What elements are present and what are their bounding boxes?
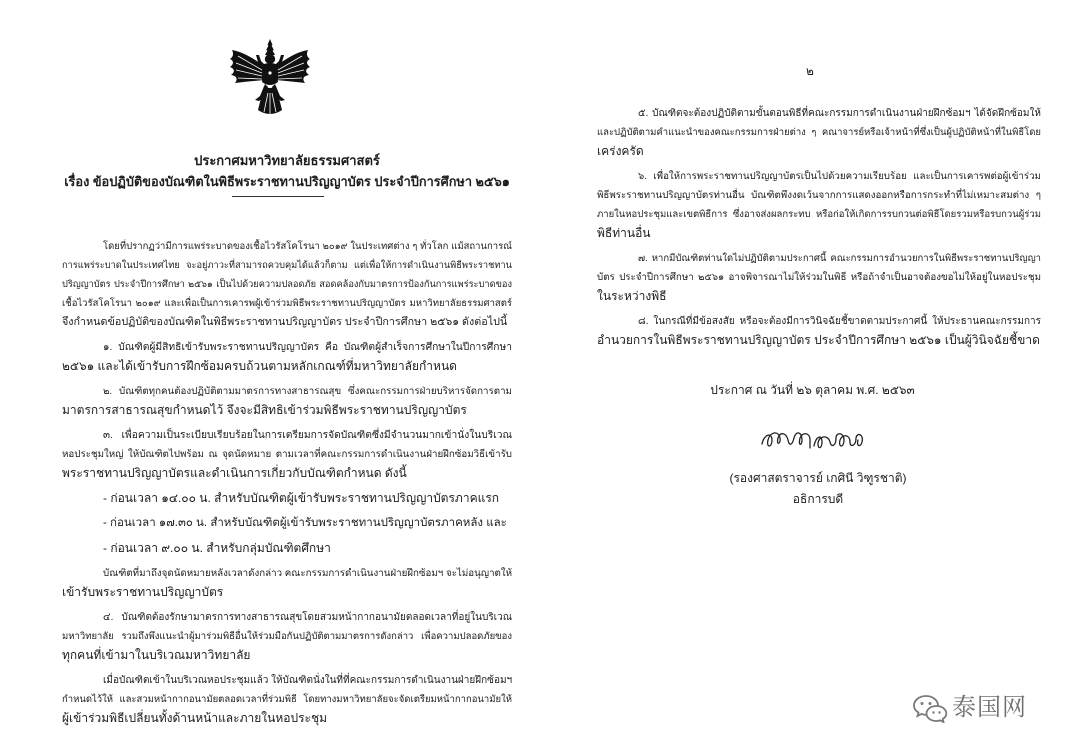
text-line: โดยที่ปรากฏว่ามีการแพร่ระบาดของเชื้อไวรัสโคโรนา ๒๐๑๙ ในประเทศต่าง ๆ ทั่วโลก แม้สถานการณ์ (103, 241, 512, 252)
text-line: - ก่อนเวลา ๑๗.๓๐ น. สำหรับบัณฑิตผู้เข้ารับพระราชทานปริญญาบัตรภาคหลัง และ (103, 517, 507, 529)
page-title: ประกาศมหาวิทยาลัยธรรมศาสตร์ (194, 153, 380, 168)
right-page-body (597, 104, 1041, 350)
text-line: - ก่อนเวลา ๙.๐๐ น. สำหรับกลุ่มบัณฑิตศึกษา (103, 541, 331, 555)
watermark-text: 泰国网 (952, 693, 1027, 721)
title-divider (232, 196, 324, 197)
text-line: บัตร ประจำปีการศึกษา ๒๕๖๑ อาจพิจารณาไม่ให้ร่วมในพิธี หรือถ้าจำเป็นอาจต้องขอไม่ให้อยู่ในหอประชุม (597, 272, 1041, 283)
text-line: พระราชทานปริญญาบัตรและดำเนินการเกี่ยวกับบัณฑิตกำหนด ดังนี้ (62, 466, 407, 480)
text-line: ๘. ในกรณีที่มีข้อสงสัย หรือจะต้องมีการวินิจฉัยชี้ขาดตามประกาศนี้ ให้ประธานคณะกรรมการ (638, 316, 1041, 327)
text-line: ในระหว่างพิธี (597, 289, 667, 303)
clause-3 (62, 426, 512, 483)
garuda-emblem (228, 38, 312, 120)
deadline-item (62, 489, 512, 508)
text-line: ๔. บัณฑิตต้องรักษามาตรการทางสาธารณสุขโดยสวมหน้ากากอนามัยตลอดเวลาที่อยู่ในบริเวณ (103, 612, 512, 623)
text-line: เข้ารับพระราชทานปริญญาบัตร (62, 585, 224, 599)
text-line: ๕. บัณฑิตจะต้องปฏิบัติตามขั้นตอนพิธีที่คณะกรรมการดำเนินงานฝ่ายฝึกซ้อมฯ ได้จัดฝึกซ้อมให้ (638, 108, 1041, 119)
text-line: ๑. บัณฑิตผู้มีสิทธิเข้ารับพระราชทานปริญญาบัตร คือ บัณฑิตผู้สำเร็จการศึกษาในปีการศึกษา (103, 342, 512, 353)
text-line: ๒. บัณฑิตทุกคนต้องปฏิบัติตามมาตรการทางสาธารณสุข ซึ่งคณะกรรมการฝ่ายบริหารจัดการตาม (103, 386, 512, 397)
clause-8 (597, 312, 1041, 350)
clause-5 (597, 104, 1041, 161)
text-line: และปฏิบัติตามคำแนะนำของคณะกรรมการฝ่ายต่าง ๆ คณาจารย์หรือเจ้าหน้าที่ซึ่งเป็นผู้ปฏิบัติหน้าที่ในพิธีโดย (597, 127, 1041, 138)
text-line: บัณฑิตที่มาถึงจุดนัดหมายหลังเวลาดังกล่าว คณะกรรมการดำเนินงานฝ่ายฝึกซ้อมฯ จะไม่อนุญาตให้ (103, 568, 512, 579)
wechat-icon (912, 693, 948, 723)
late-arrival-paragraph (62, 564, 512, 602)
text-line: พิธีท่านอื่น (597, 226, 651, 240)
clause-6 (597, 167, 1041, 243)
seating-paragraph (62, 671, 512, 728)
preamble-paragraph (62, 237, 512, 332)
text-line: ทุกคนที่เข้ามาในบริเวณมหาวิทยาลัย (62, 648, 251, 662)
signer-position: อธิการบดี (792, 492, 844, 506)
text-line: มหาวิทยาลัย รวมถึงพึงแนะนำผู้มาร่วมพิธีอื่นให้ร่วมมือกันปฏิบัติตามมาตรการดังกล่าว เพื่อความปลอดภัยของ (62, 631, 512, 642)
text-line: พิธีพระราชทานปริญญาบัตรท่านอื่น บัณฑิตพึงงดเว้นจากการแสดงออกหรือการกระทำที่ไม่เหมาะสมต่าง ๆ (597, 190, 1041, 201)
text-line: ๗. หากมีบัณฑิตท่านใดไม่ปฏิบัติตามประกาศนี้ คณะกรรมการอำนวยการในพิธีพระราชทานปริญญา (638, 253, 1041, 264)
deadline-item (62, 539, 512, 558)
text-line: ผู้เข้าร่วมพิธีเปลี่ยนทั้งด้านหน้าและภายในหอประชุม (62, 711, 328, 725)
clause-4 (62, 608, 512, 665)
clause-7 (597, 249, 1041, 306)
announcement-header (62, 150, 512, 192)
left-page-body (62, 237, 512, 728)
clause-2 (62, 382, 512, 420)
text-line: - ก่อนเวลา ๑๔.๐๐ น. สำหรับบัณฑิตผู้เข้ารับพระราชทานปริญญาบัตรภาคแรก (103, 491, 500, 505)
text-line: เมื่อบัณฑิตเข้าในบริเวณหอประชุมแล้ว ให้บัณฑิตนั่งในที่ที่คณะกรรมการดำเนินงานฝ่ายฝึกซ้อมฯ (103, 675, 512, 686)
text-line: ภายในหอประชุมและเขตพิธีการ ซึ่งอาจส่งผลกระทบ หรือก่อให้เกิดการรบกวนต่อพิธีโดยรวมหรือรบกวนผู้ร่วม (597, 209, 1041, 220)
deadline-item (62, 514, 512, 533)
page-number: ๒ (806, 64, 814, 78)
text-line: การแพร่ระบาดในประเทศไทย จะอยู่ภาวะที่สามารถควบคุมได้แล้วก็ตาม แต่เพื่อให้การดำเนินงานพิธีพระราชทาน (62, 260, 512, 270)
text-line: ๓. เพื่อความเป็นระเบียบเรียบร้อยในการเตรียมการจัดบัณฑิตซึ่งมีจำนวนมากเข้านั่งในบริเวณ (103, 430, 512, 441)
text-line: ๒๕๖๑ และได้เข้ารับการฝึกซ้อมครบถ้วนตามหลักเกณฑ์ที่มหาวิทยาลัยกำหนด (62, 359, 457, 373)
text-line: เคร่งครัด (597, 144, 644, 158)
text-line: หอประชุมใหญ่ ให้บัณฑิตไปพร้อม ณ จุดนัดหมาย ตามเวลาที่คณะกรรมการดำเนินงานฝ่ายฝึกซ้อมวิธีเข้ารับ (62, 449, 512, 460)
clause-1 (62, 338, 512, 376)
announcement-subject: เรื่อง ข้อปฏิบัติของบัณฑิตในพิธีพระราชทานปริญญาบัตร ประจำปีการศึกษา ๒๕๖๑ (64, 174, 510, 189)
text-line: มาตรการสาธารณสุขกำหนดไว้ จึงจะมีสิทธิเข้าร่วมพิธีพระราชทานปริญญาบัตร (62, 403, 467, 417)
text-line: อำนวยการในพิธีพระราชทานปริญญาบัตร ประจำปีการศึกษา ๒๕๖๑ เป็นผู้วินิจฉัยชี้ขาด (597, 333, 1040, 347)
handwritten-signature (758, 420, 870, 456)
text-line: ๖. เพื่อให้การพระราชทานปริญญาบัตรเป็นไปด้วยความเรียบร้อย และเป็นการเคารพต่อผู้เข้าร่วม (638, 171, 1041, 182)
announcement-date: ประกาศ ณ วันที่ ๒๖ ตุลาคม พ.ศ. ๒๕๖๓ (710, 383, 915, 397)
text-line: จึงกำหนดข้อปฏิบัติของบัณฑิตในพิธีพระราชทานปริญญาบัตร ประจำปีการศึกษา ๒๕๖๑ ดังต่อไปนี้ (62, 316, 508, 328)
text-line: กำหนดไว้ให้ และสวมหน้ากากอนามัยตลอดเวลาที่ร่วมพิธี โดยทางมหาวิทยาลัยจะจัดเตรียมหน้ากากอนามัยให้ (62, 694, 512, 705)
text-line: เชื้อไวรัสโคโรนา ๒๐๑๙ และเพื่อเป็นการเคารพผู้เข้าร่วมพิธีพระราชทานปริญญาบัตร มหาวิทยาลัยธรรมศาสตร์ (62, 298, 512, 309)
text-line: ปริญญาบัตร ประจำปีการศึกษา ๒๕๖๑ เป็นไปด้วยความปลอดภัย สอดคล้องกับมาตรการป้องกันการแพร่ระบาดของ (62, 279, 512, 289)
signer-name: (รองศาสตราจารย์ เกศินี วิฑูรชาติ) (729, 471, 907, 485)
announcement-page-2 (543, 0, 1080, 753)
